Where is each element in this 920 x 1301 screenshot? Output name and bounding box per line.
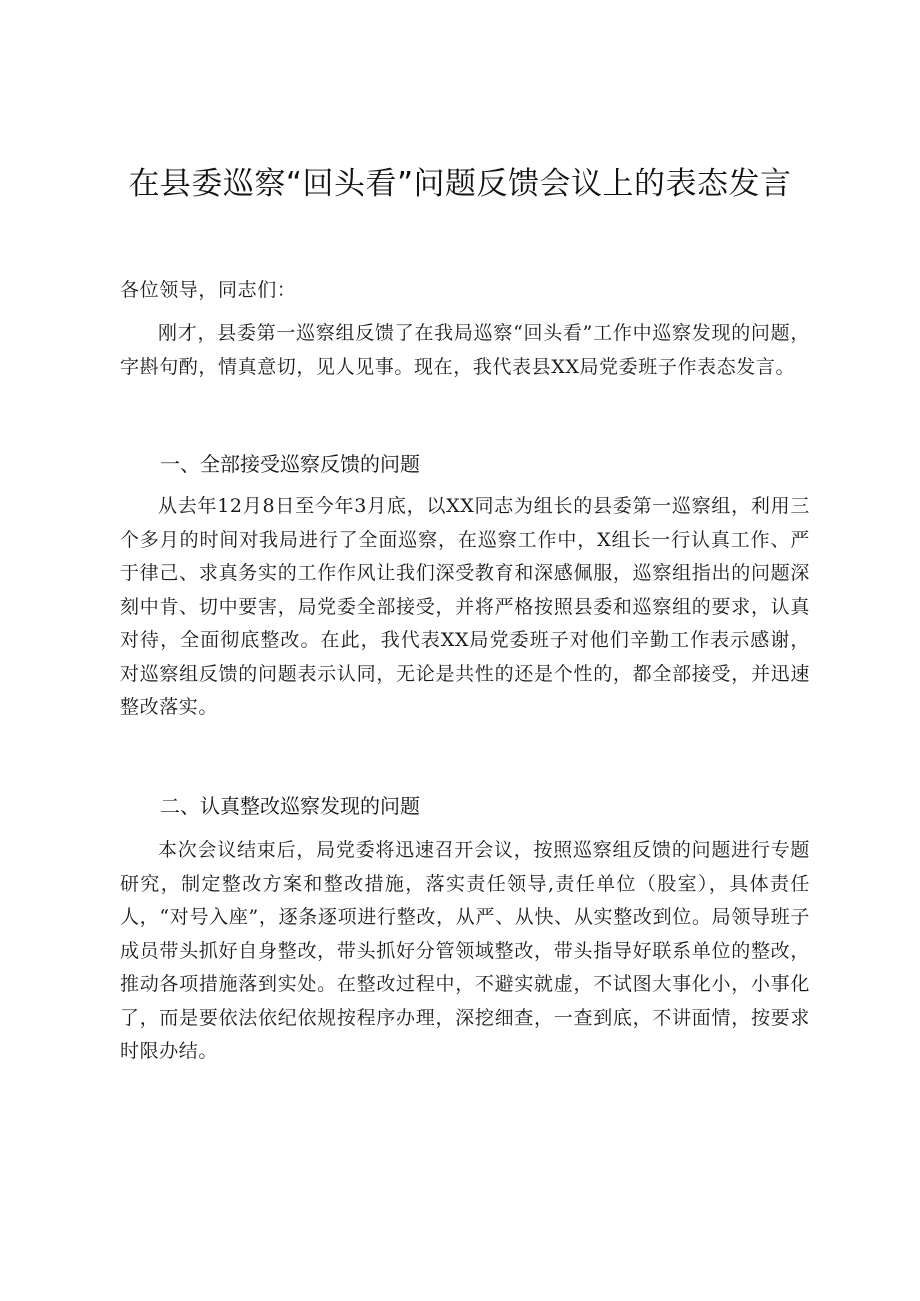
section-heading-2: 二、认真整改巡察发现的问题 [160, 794, 420, 818]
section-heading-1: 一、全部接受巡察反馈的问题 [160, 452, 420, 476]
paragraph-section-1: 从去年12月8日至今年3月底，以XX同志为组长的县委第一巡察组，利用三个多月的时间对我局进行了全面巡察，在巡察工作中，X组长一行认真工作、严于律己、求真务实的工作作风让我们深受教育和深感佩服，巡察组指出的问题深刻中肯、切中要害，局党委全部接受，并将严格按照县委和巡察组的要求，认真对待，全面彻底整改。在此，我代表XX局党委班子对他们辛勤工作表示感谢，对巡察组反馈的问题表示认同，无论是共性的还是个性的，都全部接受，并迅速整改落实。 [120, 495, 810, 718]
greeting: 各位领导，同志们： [120, 279, 297, 301]
paragraph-intro: 刚才，县委第一巡察组反馈了在我局巡察“回头看”工作中巡察发现的问题，字斟句酌，情真意切，见人见事。现在，我代表县XX局党委班子作表态发言。 [120, 322, 810, 378]
paragraph-section-2: 本次会议结束后，局党委将迅速召开会议，按照巡察组反馈的问题进行专题研究，制定整改方案和整改措施，落实责任领导,责任单位（股室），具体责任人，“对号入座”，逐条逐项进行整改，从严、从快、从实整改到位。局领导班子成员带头抓好自身整改，带头抓好分管领域整改，带头指导好联系单位的整改，推动各项措施落到实处。在整改过程中，不避实就虚，不试图大事化小，小事化了，而是要依法依纪依规按程序办理，深挖细查，一查到底，不讲面情，按要求时限办结。 [120, 839, 810, 1062]
document-title: 在县委巡察“回头看”问题反馈会议上的表态发言 [128, 166, 792, 202]
